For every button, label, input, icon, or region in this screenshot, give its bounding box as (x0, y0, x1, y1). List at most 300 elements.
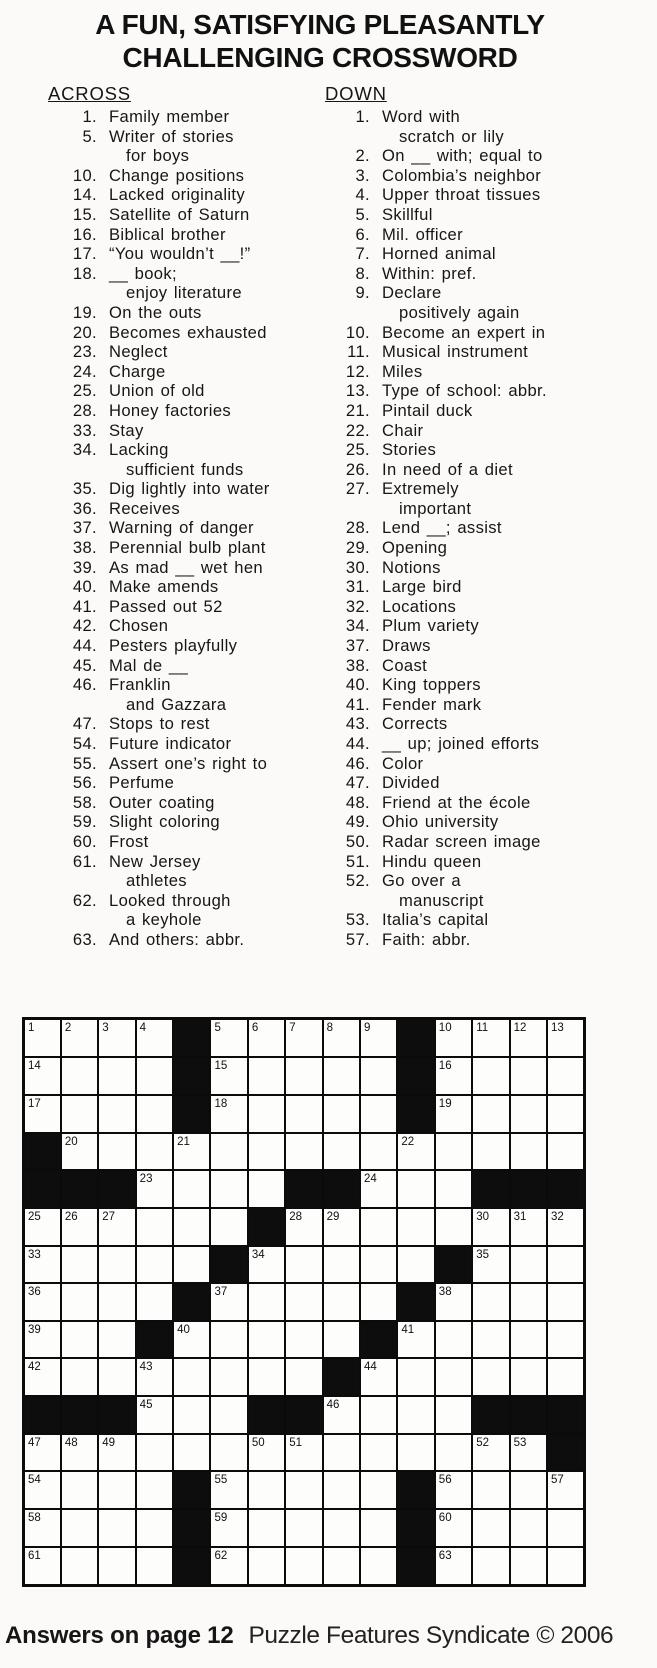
grid-cell-r13c1[interactable] (24, 1471, 61, 1509)
grid-cell-r2c14[interactable] (510, 1057, 547, 1095)
across-clue-list (45, 107, 323, 950)
grid-cell-r12c3[interactable] (98, 1434, 135, 1472)
grid-cell-r15c8[interactable] (285, 1547, 322, 1586)
clue-text: Plum variety (382, 616, 479, 636)
grid-cell-r1c14[interactable] (510, 1019, 547, 1058)
grid-cell-number: 25 (28, 1210, 41, 1223)
grid-cell-r13c14[interactable] (510, 1471, 547, 1509)
grid-cell-r10c10[interactable] (360, 1358, 397, 1396)
grid-cell-r9c11[interactable] (397, 1321, 434, 1359)
grid-cell-r10c11[interactable] (397, 1358, 434, 1396)
clue-text: Perennial bulb plant (109, 538, 266, 558)
grid-row-8 (24, 1283, 585, 1321)
clue-number: 4. (355, 185, 370, 205)
grid-cell-r14c13[interactable] (472, 1509, 509, 1547)
grid-cell-r2c7[interactable] (248, 1057, 285, 1095)
grid-cell-r12c13[interactable] (472, 1434, 509, 1472)
across-clue-25 (45, 381, 323, 401)
grid-cell-r1c10[interactable] (360, 1019, 397, 1058)
grid-cell-r10c12[interactable] (435, 1358, 472, 1396)
grid-cell-r6c8[interactable] (285, 1208, 322, 1246)
clue-number: 10. (345, 322, 370, 342)
grid-cell-black-r11c3 (98, 1396, 135, 1434)
grid-cell-r2c15[interactable] (547, 1057, 585, 1095)
grid-cell-r4c8[interactable] (285, 1133, 322, 1171)
grid-cell-r13c13[interactable] (472, 1471, 509, 1509)
clue-number: 35. (72, 479, 97, 499)
grid-cell-r8c7[interactable] (248, 1283, 285, 1321)
grid-cell-r3c10[interactable] (360, 1095, 397, 1133)
grid-cell-black-r13c11 (397, 1471, 434, 1509)
across-clue-60 (45, 832, 323, 852)
grid-cell-r11c11[interactable] (397, 1396, 434, 1434)
grid-cell-r7c5[interactable] (173, 1246, 210, 1284)
grid-cell-r4c6[interactable] (210, 1133, 247, 1171)
grid-cell-r1c4[interactable] (136, 1019, 173, 1058)
grid-cell-r12c12[interactable] (435, 1434, 472, 1472)
clue-number: 46. (72, 675, 97, 695)
grid-cell-number: 62 (214, 1549, 228, 1562)
grid-cell-r9c6[interactable] (210, 1321, 247, 1359)
grid-row-11 (24, 1396, 585, 1434)
grid-cell-r14c9[interactable] (323, 1509, 360, 1547)
clue-text: Notions (382, 557, 441, 577)
grid-cell-r12c6[interactable] (210, 1434, 247, 1472)
grid-cell-r3c1[interactable] (24, 1095, 61, 1133)
grid-cell-r15c10[interactable] (360, 1547, 397, 1586)
grid-cell-number: 20 (64, 1135, 78, 1148)
grid-cell-r12c11[interactable] (397, 1434, 434, 1472)
grid-cell-r4c11[interactable] (397, 1133, 434, 1171)
across-header: ACROSS (48, 83, 131, 104)
grid-cell-r10c7[interactable] (248, 1358, 285, 1396)
clue-number: 17. (72, 244, 97, 264)
grid-cell-r7c13[interactable] (472, 1246, 509, 1284)
grid-cell-r13c7[interactable] (248, 1471, 285, 1509)
down-clue-40 (322, 675, 644, 695)
grid-cell-r1c3[interactable] (98, 1019, 135, 1058)
grid-cell-r9c13[interactable] (472, 1321, 509, 1359)
grid-cell-r10c1[interactable] (24, 1358, 61, 1396)
grid-cell-r5c12[interactable] (435, 1170, 472, 1208)
across-clue-38 (45, 538, 323, 558)
grid-cell-r3c9[interactable] (323, 1095, 360, 1133)
grid-cell-r3c7[interactable] (248, 1095, 285, 1133)
clue-number: 25. (72, 381, 97, 401)
grid-cell-r7c9[interactable] (323, 1246, 360, 1284)
grid-cell-r10c13[interactable] (472, 1358, 509, 1396)
grid-cell-r4c2[interactable] (61, 1133, 98, 1171)
grid-cell-r14c4[interactable] (136, 1509, 173, 1547)
grid-cell-r4c15[interactable] (547, 1133, 585, 1171)
clue-number: 6. (355, 224, 370, 244)
grid-cell-r2c4[interactable] (136, 1057, 173, 1095)
grid-cell-r14c12[interactable] (435, 1509, 472, 1547)
clue-text: Upper throat tissues (382, 185, 541, 205)
grid-cell-r6c15[interactable] (547, 1208, 585, 1246)
grid-cell-r4c13[interactable] (472, 1133, 509, 1171)
grid-cell-number: 29 (326, 1210, 340, 1223)
grid-cell-r2c3[interactable] (98, 1057, 135, 1095)
down-clue-38 (322, 656, 644, 676)
clue-text: Musical instrument (382, 342, 529, 362)
grid-cell-r11c4[interactable] (136, 1396, 173, 1434)
grid-cell-r4c4[interactable] (136, 1133, 173, 1171)
across-clue-55 (45, 754, 323, 774)
grid-cell-r7c4[interactable] (136, 1246, 173, 1284)
grid-cell-r2c13[interactable] (472, 1057, 509, 1095)
clue-text: Outer coating (109, 792, 215, 812)
grid-cell-r13c3[interactable] (98, 1471, 135, 1509)
grid-cell-r15c4[interactable] (136, 1547, 173, 1586)
clue-number: 33. (72, 420, 97, 440)
grid-cell-r11c9[interactable] (323, 1396, 360, 1434)
down-clue-47 (322, 773, 644, 793)
clue-text: Warning of danger (109, 518, 254, 538)
clue-text: Stories (382, 440, 437, 460)
grid-cell-r2c1[interactable] (24, 1057, 61, 1095)
grid-cell-r12c14[interactable] (510, 1434, 547, 1472)
grid-cell-r5c6[interactable] (210, 1170, 247, 1208)
grid-cell-r13c10[interactable] (360, 1471, 397, 1509)
clue-number: 31. (345, 577, 370, 597)
puzzle-title (0, 8, 640, 74)
grid-cell-r7c3[interactable] (98, 1246, 135, 1284)
grid-cell-r8c1[interactable] (24, 1283, 61, 1321)
grid-cell-r15c14[interactable] (510, 1547, 547, 1586)
grid-cell-r7c2[interactable] (61, 1246, 98, 1284)
grid-cell-r15c15[interactable] (547, 1547, 585, 1586)
clue-text: Honey factories (109, 400, 232, 420)
grid-cell-r13c4[interactable] (136, 1471, 173, 1509)
grid-cell-r7c11[interactable] (397, 1246, 434, 1284)
grid-cell-black-r7c12 (435, 1246, 472, 1284)
grid-cell-number: 18 (214, 1097, 228, 1110)
grid-cell-r12c7[interactable] (248, 1434, 285, 1472)
grid-cell-r6c12[interactable] (435, 1208, 472, 1246)
puzzle-title-line2: CHALLENGING CROSSWORD (122, 42, 518, 73)
grid-cell-r6c4[interactable] (136, 1208, 173, 1246)
grid-cell-r9c3[interactable] (98, 1321, 135, 1359)
grid-cell-r15c9[interactable] (323, 1547, 360, 1586)
grid-cell-r6c9[interactable] (323, 1208, 360, 1246)
grid-cell-black-r5c1 (24, 1170, 61, 1208)
grid-cell-r12c8[interactable] (285, 1434, 322, 1472)
grid-cell-r1c13[interactable] (472, 1019, 509, 1058)
grid-cell-number: 11 (476, 1022, 489, 1034)
grid-cell-r13c12[interactable] (435, 1471, 472, 1509)
across-clue-1 (45, 107, 323, 127)
clue-text: Become an expert in (382, 322, 546, 342)
grid-cell-r6c1[interactable] (24, 1208, 61, 1246)
grid-cell-black-r15c11 (397, 1547, 434, 1586)
grid-cell-number: 26 (64, 1210, 78, 1223)
grid-cell-r5c4[interactable] (136, 1170, 173, 1208)
grid-cell-black-r9c10 (360, 1321, 397, 1359)
grid-cell-r5c7[interactable] (248, 1170, 285, 1208)
clue-number: 46. (345, 753, 370, 773)
grid-cell-r7c15[interactable] (547, 1246, 585, 1284)
grid-cell-r10c14[interactable] (510, 1358, 547, 1396)
down-clue-34 (322, 616, 644, 636)
grid-cell-r10c6[interactable] (210, 1358, 247, 1396)
grid-cell-r13c2[interactable] (61, 1471, 98, 1509)
grid-cell-r15c6[interactable] (210, 1547, 247, 1586)
grid-cell-number: 5 (214, 1022, 221, 1034)
grid-cell-r14c10[interactable] (360, 1509, 397, 1547)
grid-cell-r15c13[interactable] (472, 1547, 509, 1586)
grid-cell-r7c10[interactable] (360, 1246, 397, 1284)
grid-cell-r8c10[interactable] (360, 1283, 397, 1321)
grid-cell-r14c6[interactable] (210, 1509, 247, 1547)
grid-cell-black-r5c2 (61, 1170, 98, 1208)
grid-cell-r9c7[interactable] (248, 1321, 285, 1359)
down-clue-1 (322, 107, 644, 146)
grid-cell-r8c15[interactable] (547, 1283, 585, 1321)
grid-cell-r2c6[interactable] (210, 1057, 247, 1095)
grid-cell-r1c6[interactable] (210, 1019, 247, 1058)
grid-row-5 (24, 1170, 585, 1208)
grid-cell-r9c2[interactable] (61, 1321, 98, 1359)
down-clue-list (322, 107, 644, 950)
down-clue-57 (322, 930, 644, 950)
clue-text: Lend __; assist (382, 518, 502, 538)
grid-cell-r6c2[interactable] (61, 1208, 98, 1246)
grid-row-10 (24, 1358, 585, 1396)
across-clue-16 (45, 225, 323, 245)
grid-cell-number: 53 (513, 1436, 527, 1449)
clue-text: Chair (382, 420, 424, 440)
grid-cell-r13c6[interactable] (210, 1471, 247, 1509)
grid-cell-r10c5[interactable] (173, 1358, 210, 1396)
grid-cell-r3c14[interactable] (510, 1095, 547, 1133)
grid-cell-r13c9[interactable] (323, 1471, 360, 1509)
grid-cell-r4c14[interactable] (510, 1133, 547, 1171)
grid-cell-r11c12[interactable] (435, 1396, 472, 1434)
grid-cell-r2c8[interactable] (285, 1057, 322, 1095)
down-clue-28 (322, 518, 644, 538)
grid-cell-r7c1[interactable] (24, 1246, 61, 1284)
grid-cell-r9c8[interactable] (285, 1321, 322, 1359)
grid-cell-r15c1[interactable] (24, 1547, 61, 1586)
grid-cell-r6c14[interactable] (510, 1208, 547, 1246)
grid-cell-r3c4[interactable] (136, 1095, 173, 1133)
grid-cell-r7c7[interactable] (248, 1246, 285, 1284)
grid-cell-r8c8[interactable] (285, 1283, 322, 1321)
grid-cell-r13c15[interactable] (547, 1471, 585, 1509)
grid-row-9 (24, 1321, 585, 1359)
grid-cell-r14c8[interactable] (285, 1509, 322, 1547)
grid-cell-number: 39 (28, 1323, 41, 1336)
grid-cell-black-r13c5 (173, 1471, 210, 1509)
grid-cell-r2c2[interactable] (61, 1057, 98, 1095)
grid-cell-r2c12[interactable] (435, 1057, 472, 1095)
grid-cell-number: 15 (214, 1060, 228, 1073)
grid-cell-r12c1[interactable] (24, 1434, 61, 1472)
grid-cell-r8c2[interactable] (61, 1283, 98, 1321)
grid-cell-r10c15[interactable] (547, 1358, 585, 1396)
down-clue-21 (322, 401, 644, 421)
clue-number: 24. (72, 361, 97, 381)
grid-cell-r5c5[interactable] (173, 1170, 210, 1208)
grid-cell-r6c6[interactable] (210, 1208, 247, 1246)
grid-cell-number: 43 (139, 1361, 153, 1374)
grid-cell-r4c7[interactable] (248, 1133, 285, 1171)
grid-cell-r14c1[interactable] (24, 1509, 61, 1547)
clue-number: 55. (72, 753, 97, 773)
grid-cell-r15c12[interactable] (435, 1547, 472, 1586)
grid-cell-number: 32 (550, 1210, 564, 1223)
clue-text: And others: abbr. (109, 929, 245, 949)
grid-cell-black-r14c11 (397, 1509, 434, 1547)
grid-cell-r3c2[interactable] (61, 1095, 98, 1133)
clue-text: Stops to rest (109, 714, 210, 734)
grid-cell-r2c10[interactable] (360, 1057, 397, 1095)
grid-cell-r8c9[interactable] (323, 1283, 360, 1321)
down-clue-6 (322, 225, 644, 245)
grid-cell-r14c15[interactable] (547, 1509, 585, 1547)
grid-cell-r12c2[interactable] (61, 1434, 98, 1472)
grid-cell-r12c10[interactable] (360, 1434, 397, 1472)
clue-number: 34. (345, 616, 370, 636)
grid-cell-r8c3[interactable] (98, 1283, 135, 1321)
grid-cell-black-r11c13 (472, 1396, 509, 1434)
grid-cell-r8c12[interactable] (435, 1283, 472, 1321)
grid-cell-r4c10[interactable] (360, 1133, 397, 1171)
grid-cell-r6c5[interactable] (173, 1208, 210, 1246)
grid-cell-number: 4 (139, 1022, 147, 1034)
clue-text: Ohio university (382, 812, 499, 832)
grid-cell-r9c15[interactable] (547, 1321, 585, 1359)
grid-cell-r10c3[interactable] (98, 1358, 135, 1396)
grid-cell-r3c3[interactable] (98, 1095, 135, 1133)
clue-number: 14. (72, 185, 97, 205)
grid-cell-r13c8[interactable] (285, 1471, 322, 1509)
grid-cell-r6c11[interactable] (397, 1208, 434, 1246)
down-clue-8 (322, 264, 644, 284)
down-header: DOWN (325, 83, 387, 104)
clue-text: King toppers (382, 675, 481, 695)
across-clue-20 (45, 323, 323, 343)
clue-number: 57. (345, 929, 370, 949)
clue-text: __ book; enjoy literature (109, 263, 242, 303)
grid-cell-number: 40 (177, 1323, 190, 1336)
syndicate-credit: Puzzle Features Syndicate © 2006 (248, 1622, 614, 1649)
grid-cell-r9c12[interactable] (435, 1321, 472, 1359)
across-clue-45 (45, 656, 323, 676)
grid-cell-r9c14[interactable] (510, 1321, 547, 1359)
grid-cell-r8c6[interactable] (210, 1283, 247, 1321)
grid-cell-r1c7[interactable] (248, 1019, 285, 1058)
grid-cell-r14c14[interactable] (510, 1509, 547, 1547)
grid-cell-r15c3[interactable] (98, 1547, 135, 1586)
grid-cell-r1c12[interactable] (435, 1019, 472, 1058)
grid-cell-r10c2[interactable] (61, 1358, 98, 1396)
grid-cell-r15c2[interactable] (61, 1547, 98, 1586)
grid-cell-r3c15[interactable] (547, 1095, 585, 1133)
grid-cell-number: 10 (438, 1022, 452, 1034)
grid-cell-r14c3[interactable] (98, 1509, 135, 1547)
grid-cell-r10c8[interactable] (285, 1358, 322, 1396)
grid-cell-r8c4[interactable] (136, 1283, 173, 1321)
clue-number: 37. (345, 636, 370, 656)
grid-cell-r12c4[interactable] (136, 1434, 173, 1472)
clue-text: Word with scratch or lily (382, 107, 505, 146)
grid-cell-r8c14[interactable] (510, 1283, 547, 1321)
grid-cell-r8c13[interactable] (472, 1283, 509, 1321)
grid-cell-black-r2c5 (173, 1057, 210, 1095)
across-clue-37 (45, 518, 323, 538)
clue-number: 23. (72, 342, 97, 362)
grid-cell-r15c7[interactable] (248, 1547, 285, 1586)
grid-cell-black-r7c6 (210, 1246, 247, 1284)
grid-cell-r5c10[interactable] (360, 1170, 397, 1208)
clue-text: Future indicator (109, 734, 232, 753)
grid-cell-r4c5[interactable] (173, 1133, 210, 1171)
clue-number: 39. (72, 557, 97, 577)
grid-cell-number: 1 (28, 1022, 35, 1034)
grid-cell-number: 41 (401, 1323, 415, 1336)
grid-cell-r12c5[interactable] (173, 1434, 210, 1472)
grid-cell-r1c1[interactable] (24, 1019, 61, 1058)
grid-cell-r2c9[interactable] (323, 1057, 360, 1095)
down-clue-44 (322, 734, 644, 754)
clue-number: 62. (72, 890, 97, 910)
down-clue-50 (322, 832, 644, 852)
grid-cell-r3c13[interactable] (472, 1095, 509, 1133)
across-clue-36 (45, 499, 323, 519)
grid-cell-r7c14[interactable] (510, 1246, 547, 1284)
grid-cell-r11c6[interactable] (210, 1396, 247, 1434)
grid-cell-r3c12[interactable] (435, 1095, 472, 1133)
grid-row-6 (24, 1208, 585, 1246)
grid-cell-r4c12[interactable] (435, 1133, 472, 1171)
grid-cell-r1c9[interactable] (323, 1019, 360, 1058)
grid-cell-r3c8[interactable] (285, 1095, 322, 1133)
grid-cell-r12c9[interactable] (323, 1434, 360, 1472)
across-clue-56 (45, 773, 323, 793)
grid-cell-r11c5[interactable] (173, 1396, 210, 1434)
grid-cell-r6c3[interactable] (98, 1208, 135, 1246)
grid-cell-r4c3[interactable] (98, 1133, 135, 1171)
clue-number: 7. (355, 244, 370, 264)
grid-cell-r11c10[interactable] (360, 1396, 397, 1434)
grid-cell-r4c9[interactable] (323, 1133, 360, 1171)
grid-cell-r9c5[interactable] (173, 1321, 210, 1359)
across-clue-18 (45, 264, 323, 303)
clue-text: On __ with; equal to (382, 146, 543, 166)
clue-text: Biblical brother (109, 224, 226, 244)
grid-row-13 (24, 1471, 585, 1509)
grid-cell-r14c7[interactable] (248, 1509, 285, 1547)
grid-cell-r7c8[interactable] (285, 1246, 322, 1284)
grid-cell-r9c9[interactable] (323, 1321, 360, 1359)
grid-cell-r3c6[interactable] (210, 1095, 247, 1133)
grid-cell-r5c11[interactable] (397, 1170, 434, 1208)
grid-cell-r6c10[interactable] (360, 1208, 397, 1246)
grid-cell-r6c13[interactable] (472, 1208, 509, 1246)
grid-cell-r1c2[interactable] (61, 1019, 98, 1058)
grid-cell-r9c1[interactable] (24, 1321, 61, 1359)
clue-text: Italia’s capital (382, 910, 489, 930)
clue-number: 42. (72, 616, 97, 636)
grid-cell-number: 46 (326, 1399, 340, 1412)
grid-row-3 (24, 1095, 585, 1133)
grid-cell-r1c8[interactable] (285, 1019, 322, 1058)
grid-cell-r10c4[interactable] (136, 1358, 173, 1396)
grid-cell-r14c2[interactable] (61, 1509, 98, 1547)
grid-cell-r1c15[interactable] (547, 1019, 585, 1058)
